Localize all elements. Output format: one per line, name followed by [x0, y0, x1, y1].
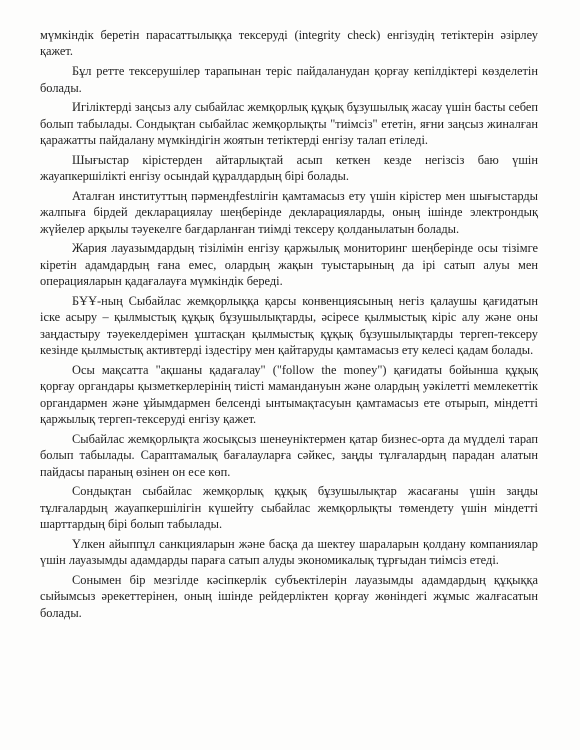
paragraph-illegal-gains: Игіліктерді заңсыз алу сыбайлас жемқорлық құқық бұзушылық жасау үшін басты себеп болып табылады. Сондықтан сыбайлас жемқорлықты "тиімсіз" ететін, яғни заңсыз жиналған қаражатты пайдалану мүмкіндігін жоятын тетіктерді енгізу талап етіледі. — [40, 100, 538, 148]
paragraph-fines-sanctions: Үлкен айыппұл санкцияларын және басқа да шектеу шараларын қолдану компаниялар үшін лауазымды адамдарды параға сатып алуды экономикалық тұрғыдан тиімсіз етеді. — [40, 536, 538, 568]
paragraph-integrity-check: мүмкіндік беретін парасаттылыққа тексеруді (integrity check) енгізудің тетіктерін әзірлеу қажет. — [40, 28, 538, 59]
paragraph-business-environment: Сыбайлас жемқорлықта жосықсыз шенеуніктермен қатар бизнес-орта да мүдделі тарап болып табылады. Сараптамалық бағалауларға сәйкес, заңды тұлғалардың парадан алатын пайдасы параның өзінен он есе көп. — [40, 431, 538, 479]
document-body — [40, 27, 538, 624]
paragraph-abuse-guarantees: Бұл ретте тексерушілер тарапынан теріс пайдаланудан қорғау кепілдіктері көзделетін болады. — [40, 64, 538, 95]
paragraph-declarations: Аталған институттың пәрмендfestлігін қамтамасыз ету үшін кірістер мен шығыстарды жалпыға бірдей декларациялау шеңберінде декларацияларды, оның ішінде электрондық жүйелер арқылы тәуекелге бағдарланған тиімді тексеру қолданылатын болады. — [40, 188, 538, 236]
paragraph-public-positions-registry: Жария лауазымдардың тізілімін енгізу қаржылық мониторинг шеңберінде осы тізімге кіретін адамдардың ғана емес, олардың жақын туыстарының да ірі сатып алуы мен операцияларын қадағалауға мүмкіндік береді. — [40, 241, 538, 289]
paragraph-unjust-enrichment: Шығыстар кірістерден айтарлықтай асып кеткен кезде негізсіз баю үшін жауапкершілікті енгізу осындай құралдардың бірі болады. — [40, 152, 538, 184]
paragraph-legal-entity-liability: Сондықтан сыбайлас жемқорлық құқық бұзушылықтар жасағаны үшін заңды тұлғалардың жауапкершілігін күшейту сыбайлас жемқорлықты төмендету үшін міндетті шарттардың бірі болып табылады. — [40, 484, 538, 532]
paragraph-un-convention: БҰҰ-ның Сыбайлас жемқорлыққа қарсы конвенциясының негіз қалаушы қағидатын іске асыру – қылмыстық құқық бұзушылықтарды, әсіресе қылмыстық кіріс алу және оны заңдастыру тәуекелдерімен ұштасқан қылмыстық құқық бұзушылықтарды тергеп-тексеру кезінде қылмыстық активтерді іздестіру мен қайтаруды қамтамасыз ету келесі қадам болады. — [40, 293, 538, 358]
paragraph-follow-the-money: Осы мақсатта "ақшаны қадағалау" ("follow the money") қағидаты бойынша құқық қорғау органдары қызметкерлерінің тиісті мамандануын және олардың уәкілетті мемлекеттік органдармен және ұйымдармен белсенді ынтымақтасуын қамтамасыз ете отырып, міндетті қаржылық тергеп-тексеруді енгізу қажет. — [40, 362, 538, 427]
paragraph-business-protection: Сонымен бір мезгілде кәсіпкерлік субъектілерін лауазымды адамдардың құқыққа сыйымсыз әрекеттерінен, оның ішінде рейдерліктен қорғау жөніндегі жұмыс жалғасатын болады. — [40, 572, 538, 620]
